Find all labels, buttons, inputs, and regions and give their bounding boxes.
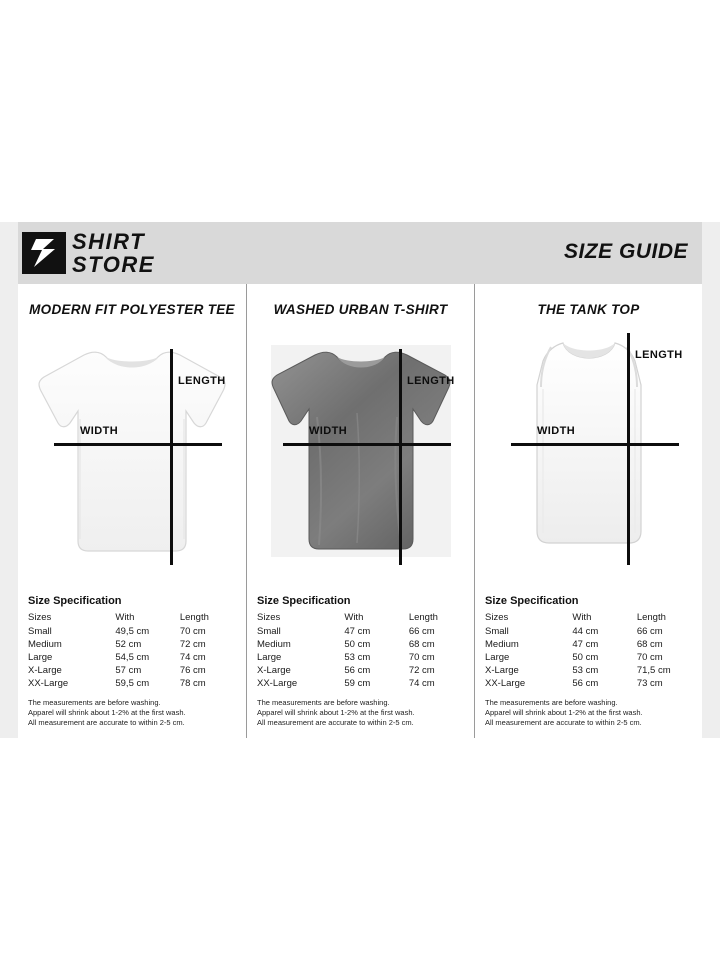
header-sizes: Sizes	[28, 612, 52, 623]
cell-size: Large	[28, 652, 53, 663]
cell-length: 76 cm	[179, 665, 206, 676]
size-specification-block	[28, 595, 236, 728]
size-table	[257, 612, 465, 690]
width-measure-line	[511, 443, 679, 446]
white-crew-neck-t-shirt-icon	[28, 327, 236, 575]
header-sizes: Sizes	[485, 612, 509, 623]
table-header-row	[485, 612, 693, 625]
cell-length: 78 cm	[179, 678, 206, 689]
table-header-row	[28, 612, 236, 625]
sheet-header	[18, 222, 702, 284]
cell-width: 50 cm	[344, 639, 371, 650]
garment-illustration-wrap	[28, 327, 236, 575]
note-line: The measurements are before washing.	[485, 698, 618, 707]
logo-badge	[22, 232, 66, 274]
header-length: Length	[408, 612, 438, 623]
left-edge-strip	[0, 222, 18, 738]
cell-width: 57 cm	[115, 665, 142, 676]
cell-width: 56 cm	[572, 678, 599, 689]
cell-size: XX-Large	[485, 678, 526, 689]
length-measure-line	[170, 349, 173, 565]
size-guide-sheet	[0, 222, 720, 738]
spec-title: Size Specification	[257, 595, 351, 607]
table-row	[485, 651, 693, 664]
width-label: WIDTH	[537, 425, 576, 437]
cell-length: 70 cm	[179, 626, 206, 637]
cell-length: 66 cm	[636, 626, 663, 637]
cell-size: Small	[485, 626, 509, 637]
column-modern-fit-polyester-tee	[18, 284, 246, 738]
grey-washed-t-shirt-icon	[257, 327, 465, 575]
cell-size: Small	[28, 626, 52, 637]
brand-line-2: STORE	[72, 252, 155, 277]
size-specification-block	[257, 595, 465, 728]
cell-width: 44 cm	[572, 626, 599, 637]
column-the-tank-top	[474, 284, 702, 738]
cell-size: X-Large	[28, 665, 62, 676]
cell-width: 56 cm	[344, 665, 371, 676]
column-title: MODERN FIT POLYESTER TEE	[29, 302, 235, 317]
table-row	[28, 677, 236, 690]
note-line: The measurements are before washing.	[28, 698, 161, 707]
length-label: LENGTH	[635, 349, 683, 361]
cell-width: 49,5 cm	[115, 626, 150, 637]
header-sizes: Sizes	[257, 612, 281, 623]
table-row	[28, 638, 236, 651]
cell-length: 72 cm	[408, 665, 435, 676]
cell-size: Small	[257, 626, 281, 637]
note-line: The measurements are before washing.	[257, 698, 390, 707]
cell-length: 71,5 cm	[636, 665, 671, 676]
cell-width: 59,5 cm	[115, 678, 150, 689]
table-row	[485, 677, 693, 690]
cell-length: 74 cm	[408, 678, 435, 689]
length-measure-line	[399, 349, 402, 565]
measurement-notes	[485, 698, 693, 728]
cell-size: Medium	[28, 639, 62, 650]
header-length: Length	[636, 612, 666, 623]
size-table	[485, 612, 693, 690]
cell-width: 52 cm	[115, 639, 142, 650]
header-width: With	[572, 612, 592, 623]
column-washed-urban-t-shirt	[246, 284, 474, 738]
table-row	[485, 625, 693, 638]
cell-size: Large	[485, 652, 510, 663]
table-row	[485, 638, 693, 651]
table-row	[257, 651, 465, 664]
length-label: LENGTH	[178, 375, 226, 387]
note-line: Apparel will shrink about 1-2% at the first wash.	[257, 708, 415, 717]
table-row	[485, 664, 693, 677]
garment-illustration-wrap	[485, 327, 693, 575]
brand-line-1: SHIRT	[72, 229, 146, 254]
width-measure-line	[54, 443, 222, 446]
cell-length: 72 cm	[179, 639, 206, 650]
header-width: With	[115, 612, 135, 623]
cell-length: 66 cm	[408, 626, 435, 637]
table-row	[28, 651, 236, 664]
column-title: WASHED URBAN T-SHIRT	[273, 302, 448, 317]
cell-size: Large	[257, 652, 282, 663]
cell-size: Medium	[485, 639, 519, 650]
cell-width: 53 cm	[572, 665, 599, 676]
cell-size: X-Large	[257, 665, 291, 676]
cell-length: 70 cm	[408, 652, 435, 663]
note-line: Apparel will shrink about 1-2% at the first wash.	[28, 708, 186, 717]
size-specification-block	[485, 595, 693, 728]
lightning-flash-logo-icon	[31, 239, 57, 267]
cell-length: 68 cm	[636, 639, 663, 650]
length-measure-line	[627, 333, 630, 565]
right-edge-strip	[702, 222, 720, 738]
table-header-row	[257, 612, 465, 625]
length-label: LENGTH	[407, 375, 455, 387]
column-title: THE TANK TOP	[537, 302, 640, 317]
table-row	[28, 664, 236, 677]
table-row	[257, 625, 465, 638]
page-title: SIZE GUIDE	[563, 240, 688, 263]
cell-width: 54,5 cm	[115, 652, 150, 663]
cell-width: 59 cm	[344, 678, 371, 689]
white-tank-top-icon	[485, 327, 693, 575]
header-length: Length	[179, 612, 209, 623]
cell-size: Medium	[257, 639, 291, 650]
cell-length: 73 cm	[636, 678, 663, 689]
table-row	[257, 664, 465, 677]
table-row	[257, 677, 465, 690]
header-width: With	[344, 612, 364, 623]
spec-title: Size Specification	[485, 595, 579, 607]
cell-size: X-Large	[485, 665, 519, 676]
garment-illustration-wrap	[257, 327, 465, 575]
note-line: All measurement are accurate to within 2-5 cm.	[257, 718, 414, 727]
brand-logo	[22, 230, 222, 276]
brand-wordmark	[72, 230, 222, 276]
cell-length: 70 cm	[636, 652, 663, 663]
measurement-notes	[257, 698, 465, 728]
cell-size: XX-Large	[28, 678, 69, 689]
table-row	[28, 625, 236, 638]
cell-width: 47 cm	[572, 639, 599, 650]
cell-size: XX-Large	[257, 678, 298, 689]
cell-width: 47 cm	[344, 626, 371, 637]
cell-width: 53 cm	[344, 652, 371, 663]
cell-length: 74 cm	[179, 652, 206, 663]
note-line: All measurement are accurate to within 2-5 cm.	[485, 718, 642, 727]
size-table	[28, 612, 236, 690]
measurement-notes	[28, 698, 236, 728]
width-measure-line	[283, 443, 451, 446]
width-label: WIDTH	[80, 425, 119, 437]
note-line: All measurement are accurate to within 2-5 cm.	[28, 718, 185, 727]
garment-columns	[18, 284, 702, 738]
cell-length: 68 cm	[408, 639, 435, 650]
cell-width: 50 cm	[572, 652, 599, 663]
note-line: Apparel will shrink about 1-2% at the first wash.	[485, 708, 643, 717]
width-label: WIDTH	[309, 425, 348, 437]
table-row	[257, 638, 465, 651]
spec-title: Size Specification	[28, 595, 122, 607]
